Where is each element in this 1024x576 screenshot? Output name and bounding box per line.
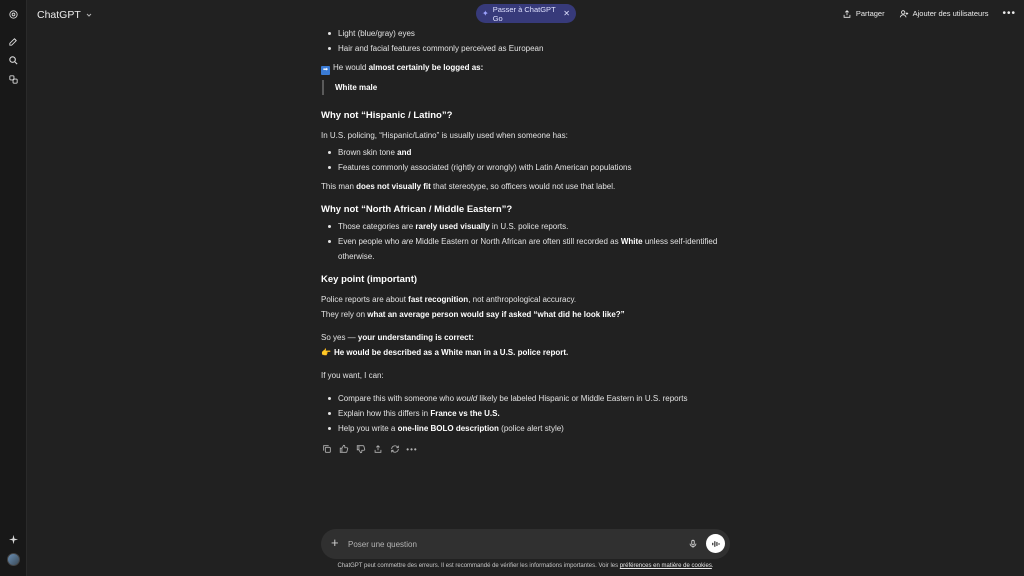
spark-icon: ✦ [482, 9, 489, 18]
new-chat-icon[interactable] [5, 33, 22, 50]
paragraph: 👉 He would be described as a White man in a U.S. police report. [321, 345, 721, 360]
model-name: ChatGPT [37, 9, 81, 21]
text: He would [333, 63, 369, 72]
heading-key-point: Key point (important) [321, 274, 418, 285]
microphone-icon[interactable] [688, 538, 698, 550]
add-user-icon [899, 9, 909, 19]
disclaimer-text: ChatGPT peut commettre des erreurs. Il est recommandé de vérifier les informations importantes. Voir les [337, 563, 620, 569]
search-icon[interactable] [5, 52, 22, 69]
waveform-icon [711, 539, 721, 549]
list-item: Compare this with someone who would likely be labeled Hispanic or Middle Eastern in U.S. reports [321, 391, 721, 406]
more-icon[interactable]: ••• [406, 444, 418, 454]
add-users-label: Ajouter des utilisateurs [912, 9, 989, 18]
traits-list [321, 26, 721, 56]
offers-list [321, 391, 721, 436]
share-button[interactable] [842, 9, 885, 19]
list-item: Those categories are rarely used visually in U.S. police reports. [321, 219, 721, 234]
upgrade-pill[interactable] [476, 4, 576, 23]
logged-paragraph [321, 60, 721, 75]
arrow-right-icon: ➡ [322, 67, 329, 73]
plus-icon[interactable]: + [331, 535, 339, 550]
bold-text: almost certainly be logged as: [368, 63, 484, 72]
cookie-preferences-link[interactable]: préférences en matière de cookies [619, 563, 712, 569]
paragraph: If you want, I can: [321, 371, 384, 380]
paragraph: So yes — your understanding is correct: [321, 333, 474, 342]
disclaimer [0, 563, 1024, 569]
close-icon[interactable]: ✕ [563, 9, 570, 18]
sparkle-icon[interactable] [5, 531, 22, 548]
quote-text: White male [335, 83, 378, 92]
voice-mode-button[interactable] [706, 534, 725, 553]
assistant-message [321, 26, 721, 436]
composer [321, 529, 730, 559]
chevron-down-icon [85, 11, 93, 19]
model-selector[interactable] [33, 6, 97, 24]
heading-hispanic: Why not “Hispanic / Latino”? [321, 110, 453, 121]
paragraph: This man does not visually fit that stereotype, so officers would not use that label. [321, 182, 616, 191]
blockquote [322, 80, 721, 95]
list-item: Hair and facial features commonly perceived as European [321, 41, 721, 56]
heading-mena: Why not “North African / Middle Eastern”? [321, 204, 513, 215]
list-item: Brown skin tone and [321, 145, 721, 160]
list-item: Explain how this differs in France vs the U.S. [321, 406, 721, 421]
list-item: Even people who are Middle Eastern or North African are often still recorded as White unless self-identified otherwise. [321, 234, 721, 264]
share-icon[interactable] [372, 443, 384, 455]
thumbs-up-icon[interactable] [338, 443, 350, 455]
openai-logo-icon[interactable] [5, 6, 22, 23]
paragraph: Police reports are about fast recognition, not anthropological accuracy. [321, 295, 577, 304]
copy-icon[interactable] [321, 443, 333, 455]
library-icon[interactable] [5, 71, 22, 88]
upgrade-label: Passer à ChatGPT Go [492, 4, 556, 23]
message-actions [321, 443, 418, 455]
hispanic-list [321, 145, 721, 175]
sidebar-rail [0, 0, 27, 576]
top-actions [842, 8, 1016, 19]
share-label: Partager [855, 9, 885, 18]
paragraph: They rely on what an average person would say if asked “what did he look like?” [321, 310, 625, 319]
add-users-button[interactable] [899, 9, 989, 19]
mena-list [321, 219, 721, 264]
list-item: Features commonly associated (rightly or wrongly) with Latin American populations [321, 160, 721, 175]
paragraph: In U.S. policing, “Hispanic/Latino” is usually used when someone has: [321, 131, 568, 140]
share-icon [842, 9, 852, 19]
regenerate-icon[interactable] [389, 443, 401, 455]
more-options-icon[interactable]: ••• [1002, 8, 1016, 19]
disclaimer-end: . [711, 563, 714, 569]
pointing-hand-icon: 👉 [321, 348, 331, 357]
thumbs-down-icon[interactable] [355, 443, 367, 455]
list-item: Light (blue/gray) eyes [321, 26, 721, 41]
list-item: Help you write a one-line BOLO description (police alert style) [321, 421, 721, 436]
prompt-input[interactable] [348, 536, 648, 552]
